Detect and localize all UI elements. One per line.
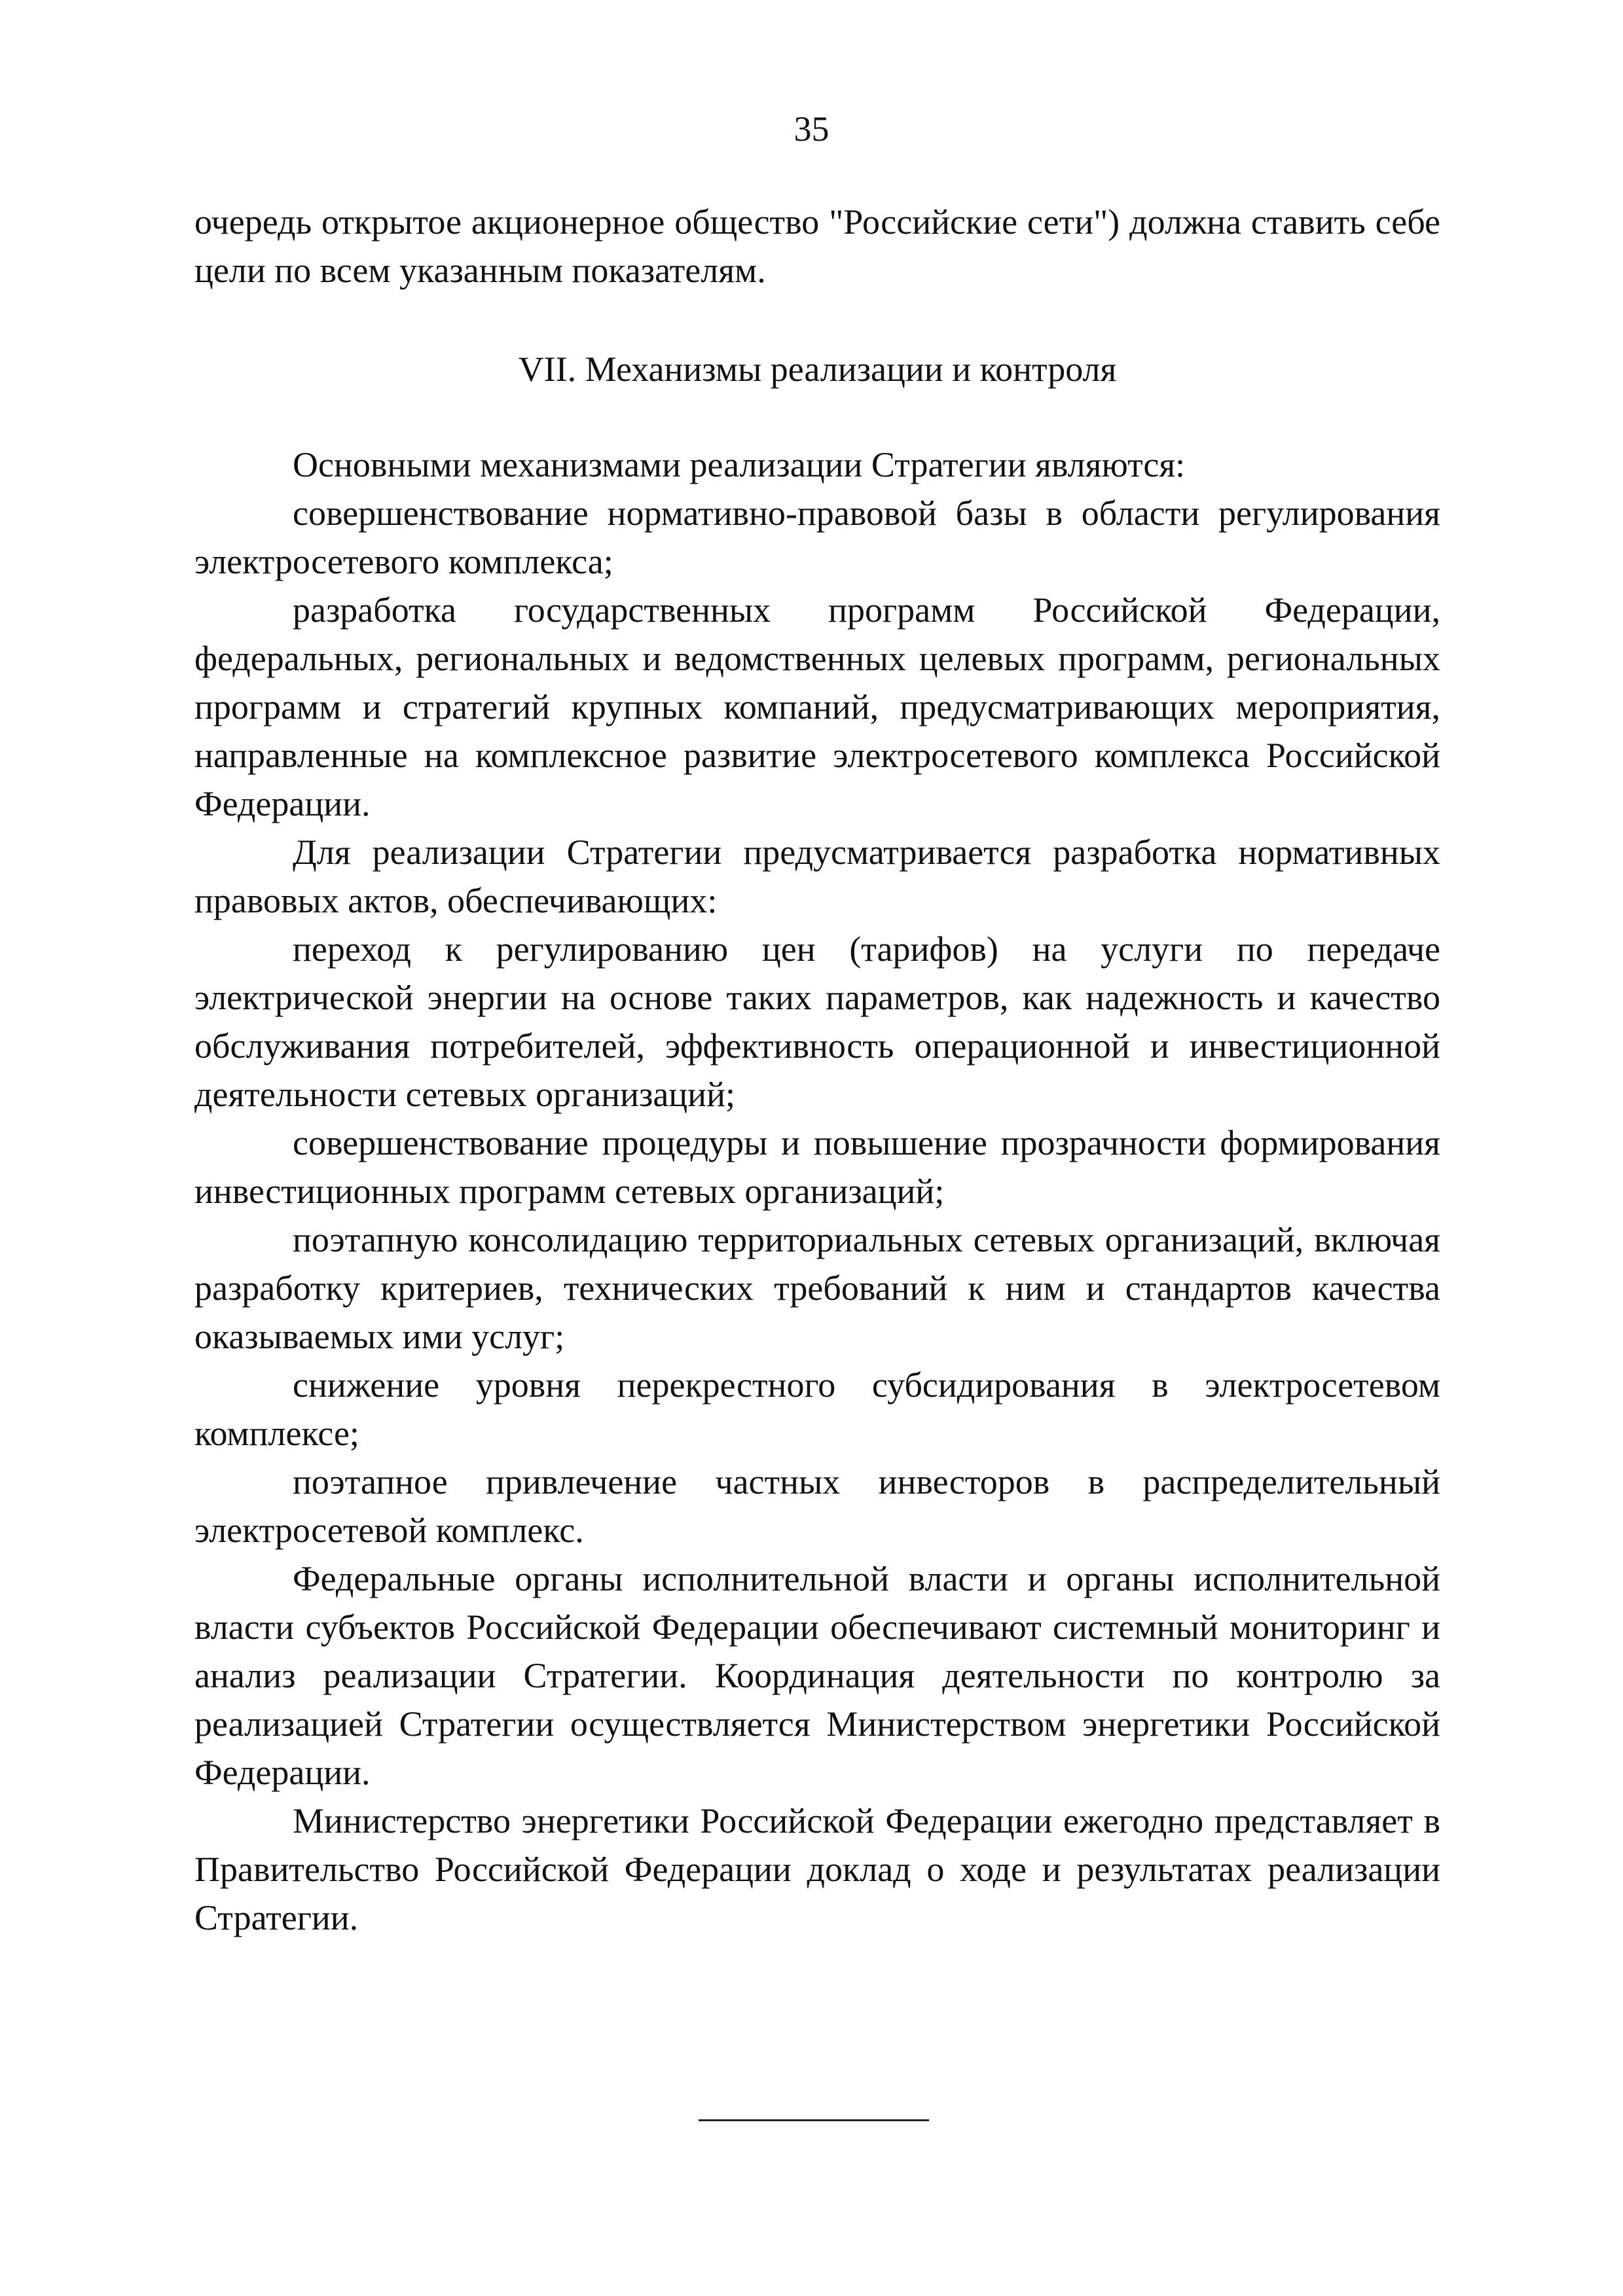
continued-paragraph: очередь открытое акционерное общество "Российские сети") должна ставить себе цели по всем указанным показателям.	[194, 202, 1440, 290]
end-of-document-rule	[699, 2119, 929, 2121]
paragraph: совершенствование нормативно-правовой базы в области регулирования электросетевого комплекса;	[194, 493, 1440, 581]
paragraph: поэтапное привлечение частных инвесторов в распределительный электросетевой комплекс.	[194, 1462, 1440, 1550]
section-title: VII. Механизмы реализации и контроля	[518, 350, 1117, 389]
paragraph: разработка государственных программ Российской Федерации, федеральных, региональных и ведомственных целевых программ, региональных программ и стратегий крупных компаний, предусматривающих мероприятия, направленные на комплексное развитие электросетевого комплекса Российской Федерации.	[194, 590, 1440, 823]
page-number: 35	[793, 109, 830, 149]
paragraph: снижение уровня перекрестного субсидирования в электросетевом комплексе;	[194, 1365, 1440, 1453]
paragraph: поэтапную консолидацию территориальных сетевых организаций, включая разработку критериев, технических требований к ним и стандартов качества оказываемых ими услуг;	[194, 1220, 1440, 1356]
paragraph: Федеральные органы исполнительной власти и органы исполнительной власти субъектов Российской Федерации обеспечивают системный мониторинг и анализ реализации Стратегии. Координация деятельности по контролю за реализацией Стратегии осуществляется Министерством энергетики Российской Федерации.	[194, 1559, 1440, 1792]
document-body	[194, 198, 1440, 1942]
paragraph: совершенствование процедуры и повышение прозрачности формирования инвестиционных программ сетевых организаций;	[194, 1123, 1440, 1211]
paragraph: Основными механизмами реализации Стратегии являются:	[293, 445, 1186, 484]
paragraph: Для реализации Стратегии предусматривается разработка нормативных правовых актов, обеспечивающих:	[194, 833, 1440, 920]
paragraph: переход к регулированию цен (тарифов) на услуги по передаче электрической энергии на основе таких параметров, как надежность и качество обслуживания потребителей, эффективность операционной и инвестиционной деятельности сетевых организаций;	[194, 929, 1440, 1114]
paragraph: Министерство энергетики Российской Федерации ежегодно представляет в Правительство Российской Федерации доклад о ходе и результатах реализации Стратегии.	[194, 1801, 1440, 1937]
